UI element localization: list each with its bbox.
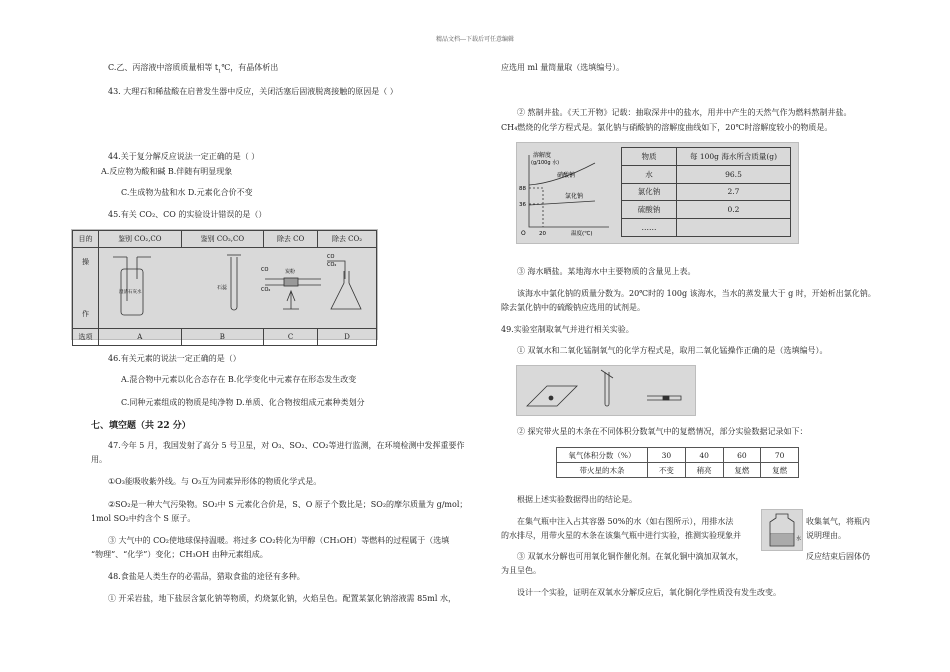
q49-part2-line3-left: 在集气瓶中注入占其容器 50%的水（如右图所示），用排水法 [517,517,734,526]
q44-options-ab: A.反应物为酸和碱 B.伴随有明显现象 [101,167,233,176]
label-co2-d: CO₂ [327,262,337,268]
o2-header-label: 氧气体积分数（%） [557,448,648,463]
q48-part1: ① 开采岩盐，地下盐层含氯化钠等物质，灼烧氯化钠，火焰呈色。配置某氯化钠溶液需 85ml 水， [108,594,456,603]
q49-part3-right: 反应结束后固体仍 [806,552,870,561]
q46-text: 46.有关元素的说法一定正确的是（） [108,354,241,363]
flask-water-label: 水 [796,536,802,542]
row-label-purpose: 目的 [73,231,99,248]
graph-xlabel: 温度(℃) [571,231,593,237]
graph-y36: 36 [519,202,526,208]
experiment-table [72,230,377,346]
seawater-header-substance: 物质 [622,148,677,166]
row-label-operation: 操 作 [73,248,99,329]
q48-part3-line2: 除去氯化钠中的硫酸钠应选用的试剂是。 [501,303,645,312]
solubility-graph [517,143,617,243]
page-header: 精品文档---下载后可任意编辑 [435,36,515,43]
q48-part2-line1: ② 熬制井盐。《天工开物》记载：抽取深井中的盐水，用井中产生的天然气作为燃料熬制井盐。 [517,108,852,117]
purpose-a: 鉴别 CO₂,CO [99,231,182,248]
apparatus-drawings [99,249,376,325]
graph-ylabel: 溶解度 [533,152,552,159]
experiment-photo [71,229,378,340]
graph-y88: 88 [519,186,526,192]
option-b: B [181,329,264,346]
label-co-c: CO [261,267,269,273]
graph-yunit: (g/100g 水) [531,160,560,166]
q48-part3-line1: 该海水中氯化钠的质量分数为。20℃时的 100g 该海水，当水的蒸发量大于 g 时，开始析出氯化钠。 [517,289,876,298]
o2-result: 复燃 [761,463,799,478]
o2-value: 30 [648,448,686,463]
q47-part1: ①O₃能吸收紫外线。与 O₃互为同素异形体的物质化学式是。 [108,477,322,486]
seawater-header-mass: 每 100g 海水所含质量(g) [677,148,791,166]
q43-text: 43. 大理石和稀盐酸在启普发生器中反应，关闭活塞后固液脱离接触的原因是（ ） [108,87,398,96]
q49-part2-line4-left: 的水排尽，用带火星的木条在该集气瓶中进行实验，推测实验现象并 [501,531,741,540]
o2-value: 40 [685,448,723,463]
q42-option-c: C.乙、丙溶液中溶质质量相等 $t_1℃$，有晶体析出 [108,63,279,75]
q44-options-cd: C.生成物为盐和水 D.元素化合价不变 [121,188,253,197]
oxygen-data-table [556,447,799,478]
o2-result: 不变 [648,463,686,478]
label-co2-c: CO₂ [261,287,271,293]
q48-part1-cont: 应选用 ml 量筒量取（选填编号）。 [501,63,625,72]
label-litmus: 石蕊 [217,285,228,291]
q48-text: 48.食盐是人类生存的必需品，猎取食盐的途径有多种。 [108,572,305,581]
q47-line1: 47.今年 5 月，我国发射了高分 5 号卫星，对 O₃、SO₂、CO₂等进行监测，在环境检测中发挥重要作 [108,441,465,450]
q45-text: 45.有关 CO₂、CO 的实验设计错误的是（） [108,210,267,219]
seawater-table [621,147,791,237]
seawater-row-value: 0.2 [677,201,791,219]
q46-options-cd: C.同种元素组成的物质是纯净物 D.单质、化合物按组成元素种类划分 [121,398,365,407]
seawater-row-value: 2.7 [677,183,791,201]
graph-label-chloride: 氯化钠 [565,193,584,200]
q49-part2: ② 探究带火星的木条在不同体积分数氧气中的复燃情况，部分实验数据记录如下： [517,427,808,436]
q49-part2-line4-right: 说明理由。 [806,531,846,540]
seawater-row-value: 96.5 [677,165,791,183]
label-co-d: CO [327,254,335,260]
row-label-option: 选项 [73,329,99,346]
q48-part3: ③ 海水晒盐。某地海水中主要物质的含量见上表。 [517,267,696,276]
o2-result: 复燃 [723,463,761,478]
apparatus-cells [99,248,377,329]
option-c: C [264,329,318,346]
seawater-row-value [677,219,791,237]
option-d: D [318,329,377,346]
q47-part3-line1: ③ 大气中的 CO₂使地球保持温暖。将过多 CO₂转化为甲醇（CH₃OH）等燃料的过程属于（选填 [108,536,450,545]
seawater-row-label: …… [622,219,677,237]
label-carbon: 炭粉 [285,269,296,275]
graph-x20: 20 [539,231,546,237]
q47-part2-line2: 1mol SO₂中约含个 S 原子。 [91,514,196,523]
o2-row-label: 带火星的木条 [557,463,648,478]
option-a: A [99,329,182,346]
graph-label-nitrate: 硝酸钠 [557,172,576,179]
gas-bottle-photo [761,509,803,551]
q49-part3-line2: 为且呈色。 [501,566,541,575]
seawater-row-label: 氯化钠 [622,183,677,201]
purpose-c: 除去 CO [264,231,318,248]
q46-options-ab: A.混合物中元素以化合态存在 B.化学变化中元素存在形态发生改变 [121,375,357,384]
seawater-row-label: 水 [622,165,677,183]
q47-part3-line2: “物理”、“化学”）变化；CH₃OH 由种元素组成。 [91,550,268,559]
label-limewater: 澄清石灰水 [119,290,142,295]
q49-part4: 设计一个实验，证明在双氧水分解反应后，氧化铜化学性质没有发生改变。 [517,588,781,597]
solubility-photo [516,142,799,244]
q48-part2-line2: CH₄燃烧的化学方程式是。氯化钠与硝酸钠的溶解度曲线如下，20℃时溶解度较小的物质是。 [501,123,833,132]
q44-text: 44.关于复分解反应说法一定正确的是（ ） [108,152,260,161]
o2-value: 60 [723,448,761,463]
section-title-fill-in: 七、填空题（共 22 分） [91,421,191,431]
o2-value: 70 [761,448,799,463]
purpose-b: 鉴别 CO₂,CO [181,231,264,248]
q47-part2-line1: ②SO₂是一种大气污染物。SO₂中 S 元素化合价是，S、O 原子个数比是；SO₂的摩尔质量为 g/mol； [108,500,468,509]
mno2-operation-photo [516,365,696,416]
q49-part1: ① 双氧水和二氧化锰制氧气的化学方程式是，取用二氧化锰操作正确的是（选填编号）。 [517,346,828,355]
o2-result: 稍亮 [685,463,723,478]
q49-part3-left: ③ 双氧水分解也可用氧化铜作催化剂。在氧化铜中滴加双氧水， [517,552,744,561]
seawater-row-label: 硫酸钠 [622,201,677,219]
q49-part2-line3-right: 收集氧气，将瓶内 [806,517,870,526]
q47-line2: 用。 [91,455,107,464]
gas-bottle-drawing [762,510,802,550]
q49-text: 49.实验室制取氧气并进行相关实验。 [501,325,634,334]
mno2-operation-drawings [517,366,695,415]
purpose-d: 除去 CO₂ [318,231,377,248]
graph-origin: O [521,230,526,237]
q49-part2-conclusion: 根据上述实验数据得出的结论是。 [517,495,637,504]
